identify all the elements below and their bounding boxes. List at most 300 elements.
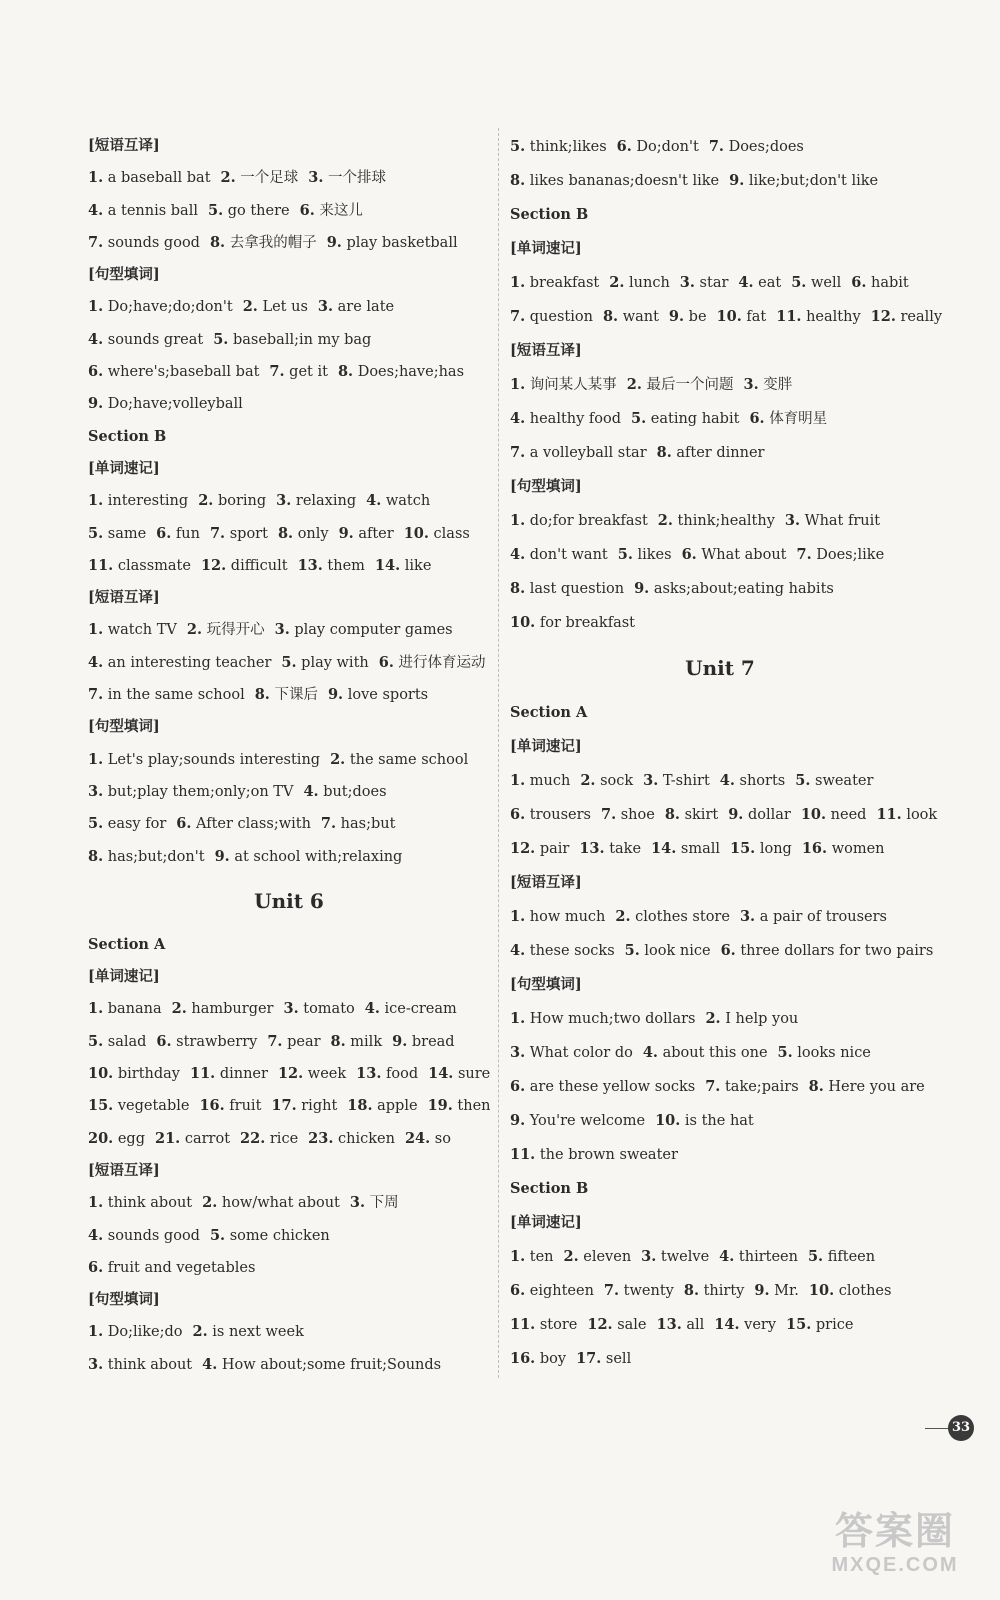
answer-text: love sports — [347, 687, 429, 704]
answer-item — [720, 773, 785, 789]
answer-item — [210, 1228, 330, 1244]
answer-text: What about — [701, 547, 787, 563]
exercise-label: [句型填词] — [88, 266, 160, 284]
answer-text: where's;baseball bat — [107, 364, 260, 381]
answer-number: 7. — [209, 524, 226, 542]
answer-item — [510, 173, 719, 189]
answer-text: for breakfast — [539, 615, 635, 631]
answer-number: 6. — [156, 1032, 172, 1050]
answer-item — [88, 396, 243, 412]
answer-item — [657, 445, 765, 461]
answer-item — [719, 1249, 798, 1265]
answer-number: 6. — [88, 1258, 104, 1276]
answer-number: 3. — [317, 298, 334, 316]
answer-number: 2. — [705, 1010, 721, 1027]
section-heading: Section B — [88, 427, 167, 445]
answer-number: 11. — [776, 308, 802, 325]
answer-text: Mr. — [774, 1283, 799, 1299]
page-number: 33 — [948, 1415, 974, 1441]
answer-text: egg — [117, 1130, 145, 1147]
answer-text: Do;like;do — [107, 1324, 183, 1341]
answer-text: easy for — [107, 816, 167, 833]
answer-item — [428, 1066, 490, 1082]
answer-number: 4. — [88, 201, 104, 219]
answer-item — [705, 1011, 798, 1027]
answer-item — [510, 139, 607, 155]
answer-number: 9. — [327, 686, 344, 704]
answer-item — [88, 558, 191, 574]
answer-text: take — [609, 841, 642, 857]
answer-text: store — [539, 1317, 578, 1333]
answer-number: 6. — [176, 815, 192, 833]
answer-text: eleven — [583, 1249, 632, 1265]
answer-item — [510, 1283, 594, 1299]
answer-number: 2. — [186, 621, 202, 639]
answer-item — [665, 807, 718, 823]
answer-number: 1. — [88, 492, 104, 510]
answer-number: 8. — [254, 686, 270, 704]
answer-text: at school with;relaxing — [234, 848, 403, 865]
answer-number: 12. — [200, 556, 227, 574]
answer-text: What color do — [529, 1045, 633, 1061]
answer-item — [269, 364, 328, 380]
answer-item — [88, 203, 198, 219]
answer-text: sport — [229, 525, 268, 542]
answer-text: but;play them;only;on TV — [107, 783, 294, 800]
answer-item — [631, 411, 739, 427]
answer-number: 1. — [88, 169, 104, 187]
answer-number: 4. — [88, 653, 104, 671]
answer-text: After class;with — [196, 816, 311, 833]
answer-number: 5. — [88, 1032, 104, 1050]
answer-item — [428, 1098, 491, 1114]
answer-text: bread — [411, 1033, 455, 1050]
answer-number: 13. — [656, 1316, 682, 1333]
answer-text: 下课后 — [274, 687, 318, 704]
answer-number: 6. — [299, 201, 315, 219]
answer-item — [729, 173, 878, 189]
answer-line — [88, 1058, 490, 1090]
answer-number: 5. — [624, 942, 640, 959]
answer-number: 8. — [656, 444, 672, 461]
answer-line — [510, 1070, 930, 1104]
answer-number: 1. — [510, 274, 526, 291]
answer-item — [201, 558, 288, 574]
answer-text: T-shirt — [662, 773, 710, 789]
answer-text: birthday — [117, 1066, 180, 1083]
answer-text: ice-cream — [384, 1001, 457, 1018]
answer-text: a pair of trousers — [759, 909, 887, 925]
answer-line — [510, 1002, 930, 1036]
answer-item — [155, 1131, 230, 1147]
answer-number: 11. — [189, 1065, 216, 1083]
answer-item — [88, 816, 166, 832]
answer-text: like;but;don't like — [748, 173, 879, 189]
answer-line — [510, 900, 930, 934]
answer-text: three dollars for two pairs — [740, 943, 934, 959]
answer-text: get it — [289, 364, 328, 381]
answer-item — [617, 139, 699, 155]
answer-text: same — [107, 525, 147, 542]
answer-number: 9. — [728, 806, 744, 823]
answer-number: 11. — [88, 556, 114, 574]
answer-item — [88, 622, 177, 638]
answer-number: 8. — [664, 806, 680, 823]
answer-number: 2. — [609, 274, 625, 291]
answer-item — [88, 687, 245, 703]
answer-item — [510, 547, 608, 563]
answer-number: 9. — [634, 580, 650, 597]
answer-item — [615, 909, 730, 925]
answer-item — [284, 1001, 355, 1017]
answer-item — [88, 299, 233, 315]
answer-item — [728, 807, 791, 823]
answer-text: go there — [227, 202, 290, 219]
answer-item — [88, 655, 271, 671]
answer-line — [88, 1026, 490, 1058]
answer-text: Do;have;do;don't — [107, 299, 233, 316]
answer-text: Does;have;has — [357, 364, 465, 381]
answer-item — [871, 309, 942, 325]
answer-number: 6. — [510, 806, 526, 823]
answer-number: 11. — [510, 1316, 536, 1333]
answer-number: 2. — [220, 169, 236, 187]
unit-heading: Unit 7 — [685, 656, 755, 680]
answer-number: 7. — [88, 686, 104, 704]
answer-text: 变胖 — [763, 377, 793, 393]
answer-text: a tennis ball — [107, 202, 198, 219]
answer-text: I help you — [725, 1011, 799, 1027]
answer-number: 4. — [88, 330, 104, 348]
answer-item — [327, 235, 458, 251]
answer-item — [625, 943, 711, 959]
answer-number: 9. — [668, 308, 685, 325]
answer-line — [510, 368, 930, 402]
answer-number: 4. — [738, 274, 754, 291]
answer-number: 8. — [337, 363, 354, 381]
answer-text: fun — [175, 525, 200, 542]
answer-number: 14. — [714, 1316, 740, 1333]
watermark-title: 答案圈 — [834, 1511, 955, 1553]
answer-number: 7. — [320, 815, 337, 833]
answer-text: play basketball — [346, 234, 458, 251]
answer-number: 5. — [510, 138, 526, 155]
answer-text: What fruit — [804, 513, 881, 529]
answer-item — [682, 547, 787, 563]
answer-text: How much;two dollars — [529, 1011, 696, 1027]
answer-text: the same school — [349, 751, 469, 768]
answer-number: 10. — [88, 1065, 114, 1083]
answer-number: 23. — [308, 1129, 334, 1147]
exercise-label: [单词速记] — [88, 968, 160, 986]
answer-item — [271, 1098, 337, 1114]
answer-number: 22. — [240, 1129, 266, 1147]
answer-item — [510, 1249, 554, 1265]
answer-line — [88, 227, 490, 259]
answer-item — [802, 841, 885, 857]
answer-item — [275, 622, 453, 638]
answer-text: relaxing — [295, 493, 357, 510]
answer-item — [510, 1317, 577, 1333]
answer-item — [255, 687, 318, 703]
answer-number: 6. — [851, 274, 867, 291]
answer-item — [88, 526, 146, 542]
answer-number: 21. — [155, 1129, 181, 1147]
answer-item — [278, 1066, 346, 1082]
answer-line — [88, 324, 490, 356]
answer-number: 1. — [510, 772, 526, 789]
answer-number: 3. — [784, 512, 801, 529]
answer-item — [808, 1249, 875, 1265]
answer-number: 9. — [338, 524, 354, 542]
answer-number: 2. — [580, 772, 596, 789]
answer-text: a volleyball star — [529, 445, 647, 461]
answer-number: 13. — [356, 1065, 382, 1083]
answer-text: How about;some fruit;Sounds — [221, 1356, 442, 1373]
answer-item — [510, 1351, 566, 1367]
answer-text: sounds good — [107, 1227, 200, 1244]
answer-number: 5. — [88, 815, 104, 833]
answer-text: an interesting teacher — [107, 654, 272, 671]
answer-text: dinner — [219, 1066, 268, 1083]
answer-number: 3. — [274, 621, 290, 639]
answer-line — [510, 300, 943, 334]
answer-number: 7. — [600, 806, 617, 823]
answer-item — [267, 1034, 320, 1050]
answer-item — [510, 309, 593, 325]
exercise-label: [单词速记] — [510, 1214, 582, 1231]
answer-number: 2. — [563, 1248, 579, 1265]
answer-item — [754, 1283, 799, 1299]
answer-item — [705, 1079, 798, 1095]
answer-text: interesting — [107, 493, 189, 510]
answer-item — [510, 445, 647, 461]
answer-text: Do;have;volleyball — [107, 396, 243, 413]
answer-text: has;but;don't — [107, 848, 205, 865]
answer-number: 1. — [88, 1194, 104, 1212]
answer-item — [356, 1066, 418, 1082]
answer-text: the brown sweater — [539, 1147, 678, 1163]
exercise-label: [短语互译] — [510, 874, 582, 891]
answer-text: after dinner — [676, 445, 765, 461]
answer-text: play computer games — [294, 622, 453, 639]
answer-text: want — [622, 309, 659, 325]
answer-text: tomato — [303, 1001, 355, 1018]
answer-number: 3. — [679, 274, 695, 291]
answer-number: 3. — [308, 169, 324, 187]
answer-text: don't want — [529, 547, 608, 563]
right-column — [510, 130, 943, 1376]
answer-item — [156, 1034, 257, 1050]
answer-number: 4. — [510, 942, 526, 959]
answer-text: clothes store — [635, 909, 730, 925]
answer-number: 17. — [271, 1097, 297, 1115]
answer-line — [510, 266, 930, 300]
answer-text: Do;don't — [636, 139, 699, 155]
answer-text: much — [529, 773, 571, 789]
answer-text: thirteen — [738, 1249, 798, 1265]
answer-item — [176, 816, 311, 832]
answer-text: lunch — [629, 275, 670, 291]
answer-number: 2. — [626, 376, 642, 393]
answer-item — [281, 655, 368, 671]
answer-item — [208, 203, 290, 219]
answer-text: healthy — [806, 309, 861, 325]
answer-item — [510, 1079, 695, 1095]
answer-text: shoe — [620, 807, 655, 823]
answer-item — [643, 773, 710, 789]
answer-number: 17. — [576, 1350, 602, 1367]
answer-text: in the same school — [107, 687, 245, 704]
answer-item — [579, 841, 641, 857]
answer-number: 2. — [615, 908, 631, 925]
answer-line — [88, 993, 490, 1025]
answer-item — [809, 1283, 892, 1299]
answer-number: 6. — [510, 1078, 526, 1095]
answer-number: 14. — [374, 556, 401, 574]
answer-text: sale — [617, 1317, 647, 1333]
answer-item — [510, 1147, 678, 1163]
answer-text: 一个足球 — [240, 170, 299, 187]
answer-text: week — [307, 1066, 347, 1083]
answer-number: 1. — [510, 376, 526, 393]
answer-text: watch — [385, 493, 431, 510]
answer-item — [876, 807, 937, 823]
answer-item — [510, 1045, 633, 1061]
answer-item — [744, 377, 793, 393]
answer-number: 5. — [88, 524, 104, 542]
answer-number: 4. — [642, 1044, 658, 1061]
answer-text: are late — [337, 299, 395, 316]
answer-item — [709, 139, 804, 155]
answer-number: 6. — [510, 1282, 526, 1299]
answer-text: 体育明星 — [769, 411, 828, 427]
answer-item — [510, 1113, 645, 1129]
answer-number: 2. — [242, 298, 258, 316]
answer-number: 4. — [366, 492, 382, 510]
answer-text: need — [830, 807, 867, 823]
answer-number: 8. — [683, 1282, 699, 1299]
answer-item — [580, 773, 633, 789]
answer-line — [510, 934, 934, 968]
answer-text: You're welcome — [529, 1113, 646, 1129]
answer-text: but;does — [323, 783, 387, 800]
answer-line — [510, 764, 930, 798]
section-heading: Section B — [510, 1180, 589, 1197]
answer-number: 5. — [209, 1226, 226, 1244]
answer-text: well — [810, 275, 842, 291]
answer-text: very — [744, 1317, 777, 1333]
answer-line — [88, 647, 490, 679]
answer-number: 1. — [510, 908, 526, 925]
answer-number: 1. — [88, 750, 104, 768]
answer-number: 10. — [716, 308, 742, 325]
answer-item — [510, 377, 617, 393]
answer-item — [634, 581, 834, 597]
answer-number: 19. — [427, 1097, 453, 1115]
answer-item — [791, 275, 841, 291]
answer-item — [797, 547, 885, 563]
answer-item — [404, 526, 470, 542]
answer-item — [156, 526, 200, 542]
watermark-logo — [810, 1510, 980, 1580]
answer-text: think;healthy — [677, 513, 775, 529]
answer-item — [375, 558, 432, 574]
unit-heading: Unit 6 — [254, 888, 324, 913]
answer-number: 20. — [88, 1129, 114, 1147]
answer-text: boring — [217, 493, 267, 510]
answer-number: 4. — [719, 772, 735, 789]
answer-number: 4. — [364, 1000, 380, 1018]
answer-number: 8. — [602, 308, 619, 325]
answer-item — [379, 655, 486, 671]
answer-number: 9. — [510, 1112, 526, 1129]
answer-line — [88, 1349, 490, 1381]
answer-line — [510, 572, 930, 606]
answer-line — [88, 518, 490, 550]
answer-number: 15. — [730, 840, 756, 857]
answer-text: shorts — [739, 773, 786, 789]
answer-line — [510, 1104, 930, 1138]
answer-text: fat — [746, 309, 767, 325]
answer-number: 5. — [631, 410, 647, 427]
answer-number: 5. — [777, 1044, 793, 1061]
answer-item — [308, 170, 386, 186]
answer-text: is the hat — [684, 1113, 754, 1129]
answer-item — [601, 807, 655, 823]
answer-text: Let's play;sounds interesting — [107, 751, 321, 768]
answer-text: thirty — [703, 1283, 745, 1299]
answer-number: 14. — [428, 1065, 454, 1083]
answer-item — [510, 807, 591, 823]
answer-number: 10. — [510, 614, 536, 631]
answer-number: 11. — [510, 1146, 536, 1163]
answer-line — [88, 1316, 490, 1348]
answer-text: sure — [457, 1066, 491, 1083]
answer-number: 7. — [88, 233, 104, 251]
answer-item — [338, 364, 464, 380]
answer-text: 玩得开心 — [206, 622, 265, 639]
answer-item — [88, 1357, 192, 1373]
answer-number: 9. — [754, 1282, 770, 1299]
answer-item — [88, 1195, 192, 1211]
answer-number: 3. — [641, 1248, 657, 1265]
answer-text: pair — [539, 841, 570, 857]
answer-text: think;likes — [529, 139, 607, 155]
answer-item — [778, 1045, 871, 1061]
exercise-label: [短语互译] — [88, 137, 160, 154]
answer-line — [510, 130, 930, 164]
answer-number: 2. — [657, 512, 673, 529]
answer-number: 10. — [808, 1282, 835, 1299]
answer-text: Here you are — [828, 1079, 925, 1095]
answer-number: 9. — [214, 847, 230, 865]
answer-text: women — [831, 841, 885, 857]
answer-number: 10. — [403, 524, 429, 542]
answer-text: then — [457, 1098, 491, 1115]
answer-number: 2. — [198, 492, 214, 510]
answer-number: 3. — [88, 1355, 104, 1373]
answer-number: 8. — [209, 233, 226, 251]
answer-item — [717, 309, 767, 325]
answer-number: 4. — [303, 782, 319, 800]
answer-line — [510, 798, 938, 832]
answer-text: question — [529, 309, 593, 325]
answer-number: 15. — [786, 1316, 812, 1333]
answer-number: 15. — [88, 1097, 114, 1115]
answer-line — [88, 485, 490, 517]
exercise-label: [短语互译] — [510, 342, 582, 359]
